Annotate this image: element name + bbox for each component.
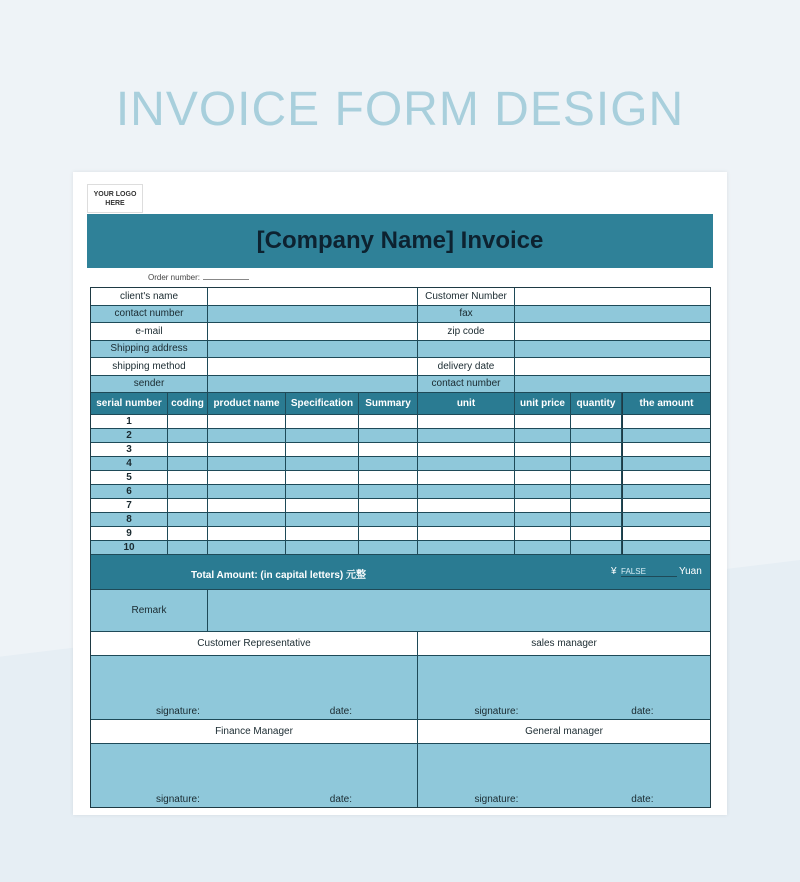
item-row	[91, 485, 710, 499]
column-header: unit price	[515, 393, 571, 414]
info-value-field[interactable]	[515, 323, 710, 340]
signature-box[interactable]	[91, 744, 418, 807]
signature-role: Customer Representative	[91, 632, 418, 655]
item-cell[interactable]	[168, 541, 208, 554]
signature-header-row	[91, 632, 710, 656]
item-cell[interactable]	[418, 499, 515, 512]
item-cell[interactable]	[208, 527, 286, 540]
item-cell[interactable]	[571, 415, 622, 428]
item-cell[interactable]	[168, 457, 208, 470]
info-value-field[interactable]	[515, 306, 710, 323]
table-header-row	[91, 393, 710, 415]
signature-label: signature:	[155, 706, 200, 717]
info-label: zip code	[418, 323, 515, 340]
serial-number: 10	[91, 541, 168, 554]
signature-box[interactable]	[91, 656, 418, 719]
item-cell[interactable]	[359, 471, 418, 484]
signature-area	[91, 744, 710, 807]
serial-number: 2	[91, 429, 168, 442]
item-cell[interactable]	[359, 457, 418, 470]
info-value-field[interactable]	[515, 341, 710, 358]
item-cell[interactable]	[622, 541, 710, 554]
item-cell[interactable]	[515, 527, 571, 540]
info-value-field[interactable]	[208, 358, 418, 375]
item-cell[interactable]	[515, 457, 571, 470]
date-label: date:	[631, 794, 654, 805]
item-cell[interactable]	[571, 527, 622, 540]
invoice-sheet	[73, 172, 727, 815]
info-value-field[interactable]	[208, 341, 418, 358]
item-cell[interactable]	[286, 485, 359, 498]
info-label: delivery date	[418, 358, 515, 375]
logo-text: YOUR LOGO	[93, 191, 137, 198]
item-cell[interactable]	[286, 541, 359, 554]
item-row	[91, 513, 710, 527]
signature-label: signature:	[155, 794, 200, 805]
column-header: Specification	[286, 393, 359, 414]
item-row	[91, 443, 710, 457]
signature-box[interactable]	[418, 744, 710, 807]
item-cell[interactable]	[168, 471, 208, 484]
item-cell[interactable]	[418, 471, 515, 484]
info-value-field[interactable]	[515, 288, 710, 305]
serial-number: 4	[91, 457, 168, 470]
date-label: date:	[329, 794, 353, 805]
item-cell[interactable]	[418, 443, 515, 456]
serial-number: 7	[91, 499, 168, 512]
item-cell[interactable]	[418, 485, 515, 498]
item-row	[91, 471, 710, 485]
item-cell[interactable]	[208, 443, 286, 456]
item-cell[interactable]	[571, 443, 622, 456]
item-cell[interactable]	[359, 499, 418, 512]
column-header: unit	[418, 393, 515, 414]
item-cell[interactable]	[418, 429, 515, 442]
item-cell[interactable]	[286, 429, 359, 442]
item-row	[91, 541, 710, 555]
item-cell[interactable]	[571, 485, 622, 498]
invoice-title: [Company Name] Invoice	[87, 214, 713, 268]
item-cell[interactable]	[571, 541, 622, 554]
page-headline: INVOICE FORM DESIGN	[115, 83, 685, 136]
item-cell[interactable]	[571, 429, 622, 442]
item-cell[interactable]	[622, 415, 710, 428]
item-cell[interactable]	[418, 527, 515, 540]
item-cell[interactable]	[286, 499, 359, 512]
item-cell[interactable]	[359, 513, 418, 526]
item-cell[interactable]	[359, 415, 418, 428]
item-cell[interactable]	[168, 513, 208, 526]
signature-box[interactable]	[418, 656, 710, 719]
currency-symbol: ¥	[611, 566, 617, 577]
logo-text: HERE	[105, 200, 125, 207]
item-cell[interactable]	[208, 541, 286, 554]
remark-row	[91, 590, 710, 632]
item-cell[interactable]	[515, 541, 571, 554]
item-cell[interactable]	[622, 457, 710, 470]
item-cell[interactable]	[622, 513, 710, 526]
invoice-table	[90, 287, 711, 808]
item-cell[interactable]	[359, 485, 418, 498]
item-cell[interactable]	[208, 513, 286, 526]
item-cell[interactable]	[515, 415, 571, 428]
serial-number: 8	[91, 513, 168, 526]
info-label: shipping method	[91, 358, 208, 375]
item-cell[interactable]	[359, 429, 418, 442]
item-row	[91, 499, 710, 513]
item-cell[interactable]	[286, 527, 359, 540]
item-cell[interactable]	[286, 415, 359, 428]
info-row	[91, 341, 710, 359]
total-label: Total Amount: (in capital letters) 元整	[191, 570, 367, 581]
remark-field[interactable]	[208, 590, 710, 631]
item-cell[interactable]	[515, 429, 571, 442]
signature-label: signature:	[474, 794, 519, 805]
serial-number: 6	[91, 485, 168, 498]
item-row	[91, 527, 710, 541]
item-cell[interactable]	[208, 499, 286, 512]
item-cell[interactable]	[168, 485, 208, 498]
item-cell[interactable]	[208, 485, 286, 498]
item-cell[interactable]	[622, 471, 710, 484]
info-label: Customer Number	[418, 288, 515, 305]
column-header: quantity	[571, 393, 622, 414]
item-cell[interactable]	[286, 457, 359, 470]
item-cell[interactable]	[571, 471, 622, 484]
item-cell[interactable]	[515, 485, 571, 498]
info-label: fax	[418, 306, 515, 323]
order-number	[148, 273, 249, 282]
item-cell[interactable]	[168, 499, 208, 512]
item-cell[interactable]	[622, 485, 710, 498]
signature-header-row	[91, 720, 710, 744]
item-cell[interactable]	[208, 471, 286, 484]
date-label: date:	[329, 706, 353, 717]
item-cell[interactable]	[571, 499, 622, 512]
item-cell[interactable]	[418, 457, 515, 470]
item-cell[interactable]	[208, 457, 286, 470]
item-cell[interactable]	[515, 471, 571, 484]
item-cell[interactable]	[622, 499, 710, 512]
item-cell[interactable]	[286, 513, 359, 526]
signature-area	[91, 656, 710, 720]
info-value-field[interactable]	[515, 358, 710, 375]
item-cell[interactable]	[168, 443, 208, 456]
total-value-field[interactable]: FALSE	[621, 567, 677, 577]
info-label: client's name	[91, 288, 208, 305]
column-header: serial number	[91, 393, 168, 414]
item-cell[interactable]	[359, 527, 418, 540]
item-cell[interactable]	[168, 527, 208, 540]
item-cell[interactable]	[286, 443, 359, 456]
info-value-field[interactable]	[208, 288, 418, 305]
item-cell[interactable]	[622, 443, 710, 456]
signature-role: Finance Manager	[91, 720, 418, 743]
signature-role: General manager	[525, 726, 603, 737]
currency-unit: Yuan	[679, 566, 702, 577]
info-label: sender	[91, 376, 208, 393]
info-value-field[interactable]	[208, 323, 418, 340]
order-number-field[interactable]	[203, 279, 249, 280]
info-label: contact number	[91, 306, 208, 323]
info-row	[91, 358, 710, 376]
serial-number: 1	[91, 415, 168, 428]
column-header: product name	[208, 393, 286, 414]
item-cell[interactable]	[622, 429, 710, 442]
item-cell[interactable]	[286, 471, 359, 484]
info-value-field[interactable]	[515, 376, 710, 393]
item-row	[91, 429, 710, 443]
item-cell[interactable]	[168, 429, 208, 442]
info-row	[91, 288, 710, 306]
item-cell[interactable]	[418, 541, 515, 554]
item-cell[interactable]	[208, 415, 286, 428]
item-cell[interactable]	[418, 513, 515, 526]
total-amount-row	[91, 555, 710, 590]
item-cell[interactable]	[359, 443, 418, 456]
item-cell[interactable]	[515, 513, 571, 526]
signature-label: signature:	[474, 706, 519, 717]
item-row	[91, 457, 710, 471]
item-row	[91, 415, 710, 429]
info-label: Shipping address	[91, 341, 208, 358]
item-cell[interactable]	[622, 527, 710, 540]
info-value-field[interactable]	[208, 376, 418, 393]
order-number-label: Order number:	[148, 273, 201, 282]
item-cell[interactable]	[168, 415, 208, 428]
item-cell[interactable]	[515, 499, 571, 512]
column-header: coding	[168, 393, 208, 414]
column-header: Summary	[359, 393, 418, 414]
date-label: date:	[631, 706, 654, 717]
item-cell[interactable]	[418, 415, 515, 428]
item-cell[interactable]	[515, 443, 571, 456]
info-row	[91, 323, 710, 341]
info-label: e-mail	[91, 323, 208, 340]
info-label: contact number	[418, 376, 515, 393]
item-cell[interactable]	[359, 541, 418, 554]
column-header: the amount	[622, 393, 710, 414]
info-row	[91, 376, 710, 394]
remark-label: Remark	[91, 590, 208, 631]
item-cell[interactable]	[208, 429, 286, 442]
serial-number: 3	[91, 443, 168, 456]
info-value-field[interactable]	[208, 306, 418, 323]
signature-role: sales manager	[531, 638, 597, 649]
serial-number: 9	[91, 527, 168, 540]
info-label	[418, 341, 515, 358]
item-cell[interactable]	[571, 457, 622, 470]
info-row	[91, 306, 710, 324]
item-cell[interactable]	[571, 513, 622, 526]
serial-number: 5	[91, 471, 168, 484]
logo-placeholder	[87, 184, 143, 213]
